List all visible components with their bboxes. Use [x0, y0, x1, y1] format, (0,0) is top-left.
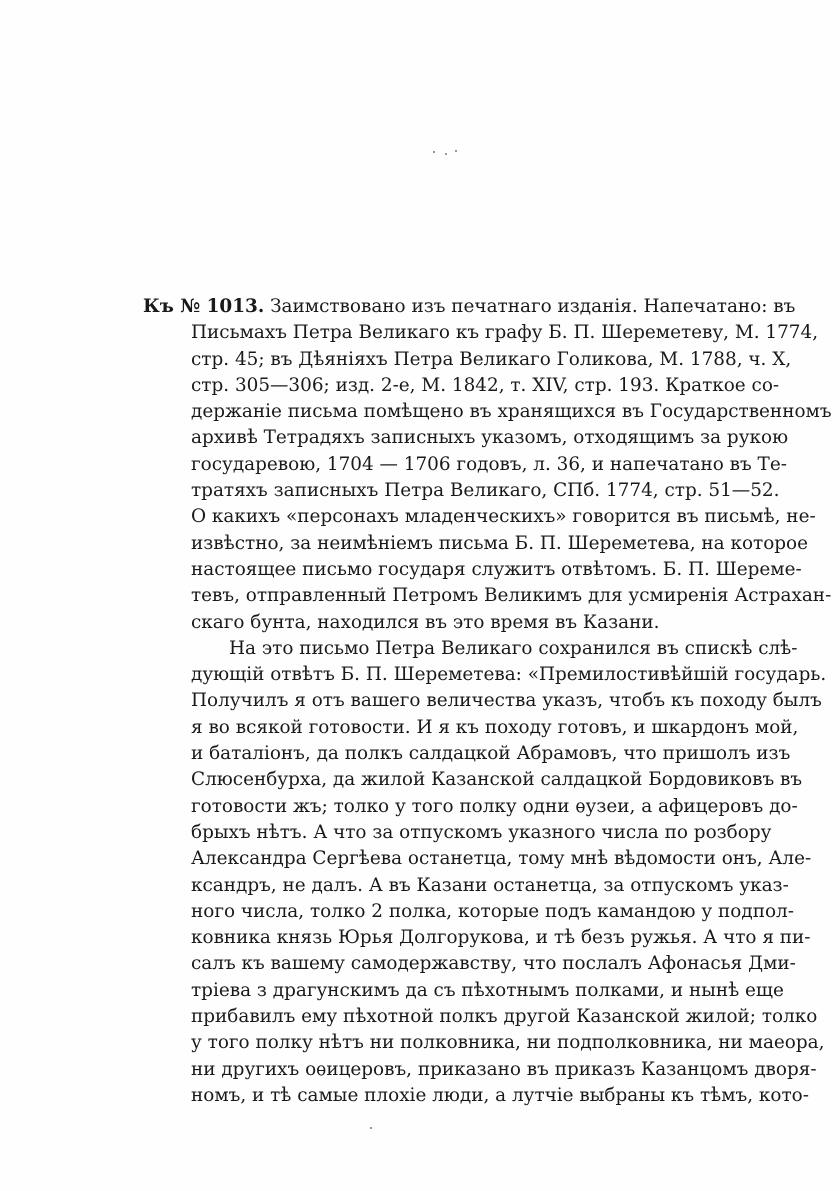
commentary-text — [143, 294, 832, 1109]
paragraph-line: брыхъ нѣтъ. А что за отпускомъ указного числа по розбору — [191, 821, 772, 843]
entry-line: скаго бунта, находился въ это время въ Казани. — [191, 611, 660, 633]
paragraph-line: готовости жъ; толко у того полку одни ѳузеи, а афицеровъ до- — [191, 795, 798, 817]
paragraph-line: Слюсенбурха, да жилой Казанской салдацкой Бордовиковъ въ — [191, 769, 803, 791]
entry-line: тевъ, отправленный Петромъ Великимъ для усмиренія Астрахан- — [191, 585, 832, 607]
page-speck — [445, 153, 447, 155]
entry-line: О какихъ «персонахъ младенческихъ» говорится въ письмѣ, не- — [191, 506, 816, 528]
paragraph-line: дующій отвѣтъ Б. П. Шереметева: «Премилостивѣйшій государь. — [191, 664, 827, 686]
entry-line: Заимствовано изъ печатнаго изданія. Напечатано: въ — [270, 296, 796, 317]
page-speck — [455, 150, 457, 152]
paragraph-line: Александра Сергѣева останетца, тому мнѣ вѣдомости онъ, Але- — [191, 848, 812, 870]
paragraph-line: тріева з драгунскимъ да съ пѣхотнымъ полками, и нынѣ еще — [191, 979, 784, 1001]
entry-label: Къ № 1013. — [143, 296, 265, 317]
entry-line: настоящее письмо государя служитъ отвѣтомъ. Б. П. Шереме- — [191, 558, 802, 580]
entry-line: архивѣ Тетрадяхъ записныхъ указомъ, отходящимъ за рукою — [191, 427, 789, 449]
entry-line: стр. 305—306; изд. 2-е, М. 1842, т. XIV, стр. 193. Краткое со- — [191, 374, 780, 396]
paragraph-line: прибавилъ ему пѣхотной полкъ другой Казанской жилой; толко — [191, 1006, 818, 1028]
page-speck — [433, 151, 435, 153]
entry-line: стр. 45; въ Дѣяніяхъ Петра Великаго Голикова, М. 1788, ч. X, — [191, 348, 792, 370]
paragraph-line: и баталіонъ, да полкъ салдацкой Абрамовъ, что пришолъ изъ — [191, 743, 791, 765]
paragraph-line: я во всякой готовости. И я къ походу готовъ, и шкардонъ мой, — [191, 716, 799, 738]
paragraph-line: Получилъ я отъ вашего величества указъ, чтобъ къ походу былъ — [191, 690, 822, 712]
page-speck — [370, 1127, 372, 1129]
paragraph-line: салъ къ вашему самодержавству, что послалъ Афонасья Дми- — [191, 953, 796, 975]
entry-line: извѣстно, за неимѣніемъ письма Б. П. Шереметева, на которое — [191, 532, 809, 554]
paragraph-line: ного числа, толко 2 полка, которые подъ камандою у подпол- — [191, 900, 794, 922]
entry-line: Письмахъ Петра Великаго къ графу Б. П. Шереметеву, М. 1774, — [191, 322, 819, 344]
paragraph-line: ни другихъ оѳицеровъ, приказано въ приказъ Казанцомъ дворя- — [191, 1058, 817, 1080]
paragraph-line: На это письмо Петра Великаго сохранился въ спискѣ слѣ- — [229, 637, 798, 659]
entry-first-line — [143, 294, 796, 320]
entry-line: держаніе письма помѣщено въ хранящихся въ Государственномъ — [191, 401, 832, 423]
paragraph-line: номъ, и тѣ самые плохіе люди, а лутчіе выбраны къ тѣмъ, кото- — [191, 1084, 809, 1106]
paragraph-line: ксандръ, не далъ. А въ Казани останетца, за отпускомъ указ- — [191, 874, 789, 896]
paragraph-line: у того полку нѣтъ ни полковника, ни подполковника, ни маеора, — [191, 1032, 825, 1054]
entry-line: тратяхъ записныхъ Петра Великаго, СПб. 1774, стр. 51—52. — [191, 480, 780, 502]
entry-line: государевою, 1704 — 1706 годовъ, л. 36, и напечатано въ Те- — [191, 453, 787, 475]
paragraph-line: ковника князь Юрья Долгорукова, и тѣ безъ ружья. А что я пи- — [191, 927, 811, 949]
